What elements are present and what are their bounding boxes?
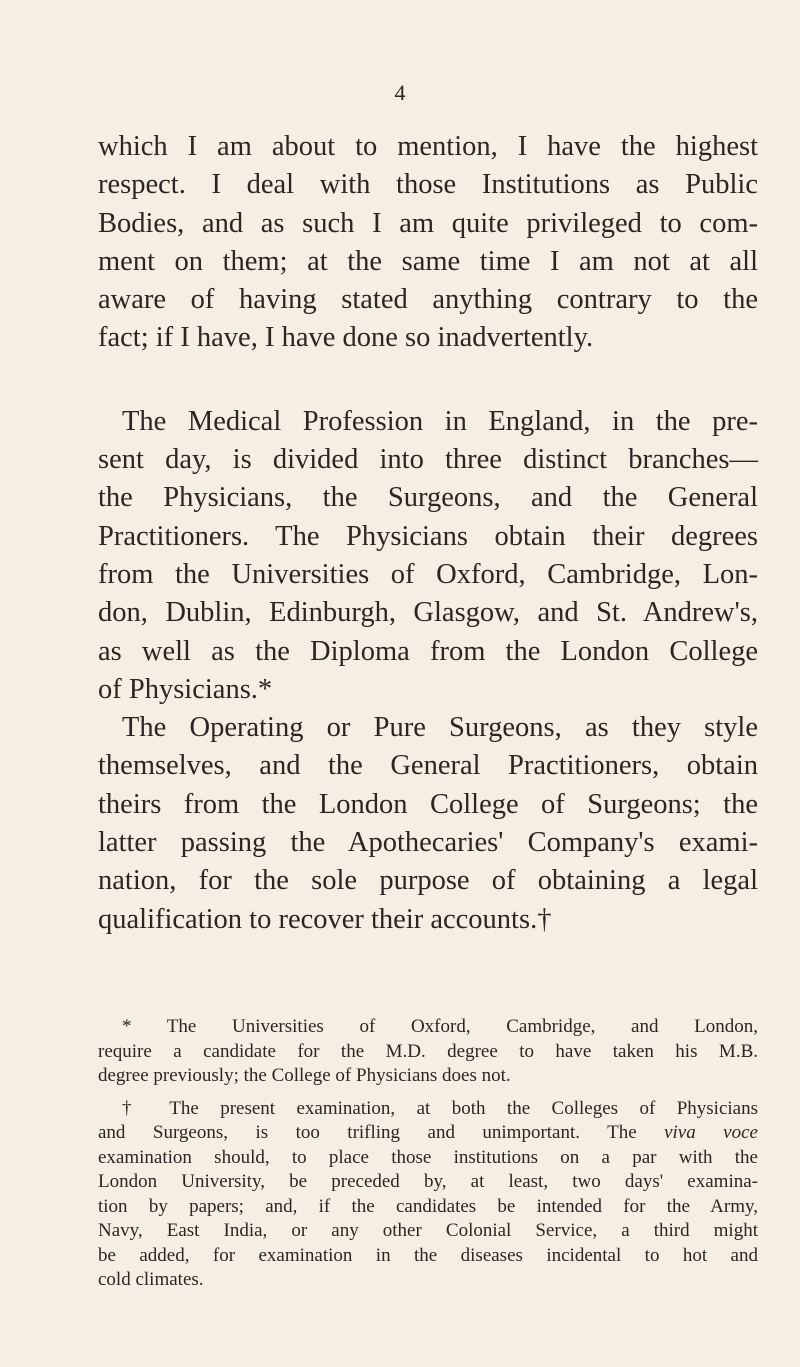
body-text xyxy=(98,128,758,939)
footnote-line: * The Universities of Oxford, Cambridge, and London, xyxy=(122,1016,758,1037)
text-line: the Physicians, the Surgeons, and the General xyxy=(98,482,758,514)
footnote-line: examination should, to place those institutions on a par with the xyxy=(98,1146,758,1168)
page-number: 4 xyxy=(394,80,406,105)
footnote-line: degree previously; the College of Physicians does not. xyxy=(98,1065,511,1086)
footnote-line: † The present examination, at both the Colleges of Physicians xyxy=(122,1097,758,1119)
text-line: respect. I deal with those Institutions as Public xyxy=(98,169,758,201)
footnote-1 xyxy=(98,1015,758,1089)
footnote-line: London University, be preceded by, at least, two days' examina- xyxy=(98,1171,758,1192)
text-line: sent day, is divided into three distinct branches— xyxy=(98,444,758,476)
text-line: which I am about to mention, I have the highest xyxy=(98,131,758,162)
text-line: themselves, and the General Practitioners, obtain xyxy=(98,750,758,782)
text-line: of Physicians.* xyxy=(98,673,273,705)
text-line: qualification to recover their accounts.† xyxy=(98,903,552,935)
footnote-line: cold climates. xyxy=(98,1269,204,1290)
text-line: from the Universities of Oxford, Cambridge, Lon- xyxy=(98,558,758,590)
text-line: The Medical Profession in England, in the pre- xyxy=(122,405,758,437)
text-line: The Operating or Pure Surgeons, as they style xyxy=(122,712,758,744)
footnote-2 xyxy=(98,1097,758,1293)
text-line: aware of having stated anything contrary to the xyxy=(98,284,758,316)
text-line: theirs from the London College of Surgeons; the xyxy=(98,788,758,820)
text-line: Bodies, and as such I am quite privileged to com- xyxy=(98,207,758,239)
footnote-line: require a candidate for the M.D. degree to have taken his M.B. xyxy=(98,1040,758,1062)
footnotes xyxy=(98,1015,758,1293)
footnote-line: tion by papers; and, if the candidates be intended for the Army, xyxy=(98,1195,758,1217)
text-line: nation, for the sole purpose of obtaining a legal xyxy=(98,865,758,897)
text-line: don, Dublin, Edinburgh, Glasgow, and St. Andrew's, xyxy=(98,597,758,629)
text-line: fact; if I have, I have done so inadvertently. xyxy=(98,322,594,354)
text-line: latter passing the Apothecaries' Company's exami- xyxy=(98,827,758,859)
text-line: as well as the Diploma from the London College xyxy=(98,635,758,667)
footnote-line: and Surgeons, is too trifling and unimportant. The viva voce xyxy=(98,1122,758,1143)
footnote-line: Navy, East India, or any other Colonial Service, a third might xyxy=(98,1220,758,1241)
paragraph-1 xyxy=(98,128,758,358)
text-line: Practitioners. The Physicians obtain their degrees xyxy=(98,520,758,552)
text-line: ment on them; at the same time I am not at all xyxy=(98,245,758,277)
paragraph-3 xyxy=(98,709,758,939)
footnote-line: be added, for examination in the diseases incidental to hot and xyxy=(98,1244,758,1266)
paragraph-2 xyxy=(98,403,758,709)
